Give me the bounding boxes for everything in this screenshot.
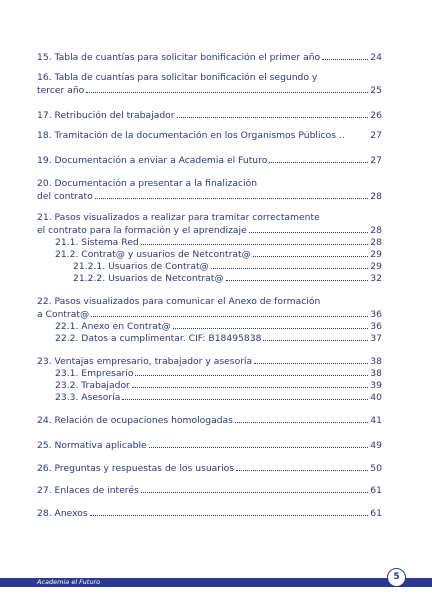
toc-entry: 21.2.2. Usuarios de Netcontrat@ 32 <box>73 273 382 284</box>
toc-entry: 20. Documentación a presentar a la finalización <box>37 178 258 189</box>
toc-entry: 23.3. Asesoría 40 <box>55 392 382 403</box>
toc-entry: 15. Tabla de cuantías para solicitar bonificación el primer año 24 <box>37 52 382 63</box>
toc-entry: 22.1. Anexo en Contrat@ 36 <box>55 321 382 332</box>
footer-brand: Academia el Futuro <box>37 578 101 586</box>
toc-entry: tercer año 25 <box>37 85 382 96</box>
toc-entry: 22. Pasos visualizados para comunicar el Anexo de formación <box>37 296 321 307</box>
toc-entry: 22.2. Datos a cumplimentar. CIF: B18495838 37 <box>55 333 382 344</box>
toc-entry: 24. Relación de ocupaciones homologadas 41 <box>37 415 382 426</box>
toc-entry: 23.2. Trabajador 39 <box>55 380 382 391</box>
toc-entry: 16. Tabla de cuantías para solicitar bonificación el segundo y <box>37 72 318 83</box>
toc-entry: el contrato para la formación y el aprendizaje 28 <box>37 225 382 236</box>
toc-entry: 21.1. Sistema Red 28 <box>55 237 382 248</box>
toc-entry: a Contrat@ 36 <box>37 309 382 320</box>
toc-entry: 23. Ventajas empresario, trabajador y asesoría 38 <box>37 356 382 367</box>
toc-entry: 28. Anexos 61 <box>37 508 382 519</box>
toc-entry: 25. Normativa aplicable 49 <box>37 440 382 451</box>
toc-entry: del contrato 28 <box>37 191 382 202</box>
toc-entry: 27. Enlaces de interés 61 <box>37 485 382 496</box>
toc-entry: 18. Tramitación de la documentación en los Organismos Públicos .. 27 <box>37 130 382 141</box>
toc-entry: 26. Preguntas y respuestas de los usuarios 50 <box>37 463 382 474</box>
toc-entry: 21.2.1. Usuarios de Contrat@ 29 <box>73 261 382 272</box>
toc-entry: 17. Retribución del trabajador 26 <box>37 110 382 121</box>
toc-entry: 19. Documentación a enviar a Academia el Futuro 27 <box>37 155 382 166</box>
toc-entry: 23.1. Empresario 38 <box>55 368 382 379</box>
toc-entry: 21.2. Contrat@ y usuarios de Netcontrat@ 29 <box>55 249 382 260</box>
page-number: 5 <box>387 568 406 587</box>
toc-entry: 21. Pasos visualizados a realizar para tramitar correctamente <box>37 212 320 223</box>
